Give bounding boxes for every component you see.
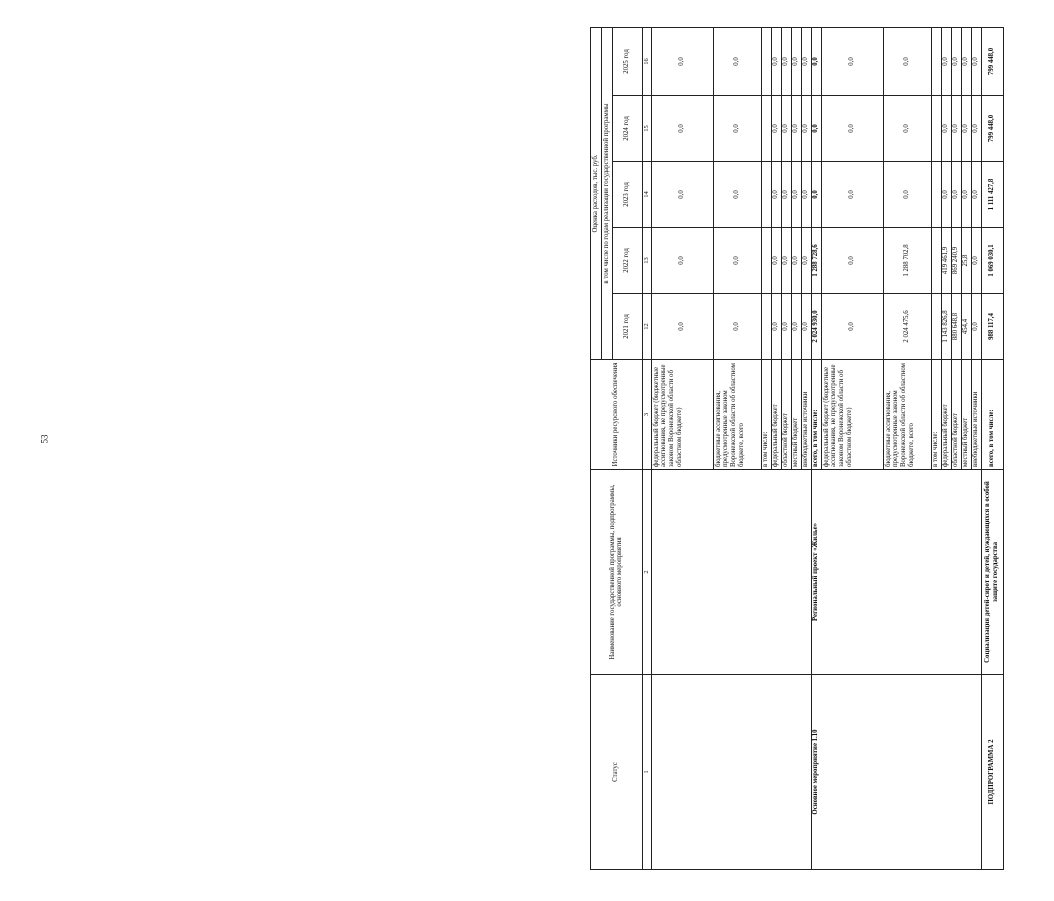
value-cell: 0,0 [961, 27, 971, 95]
value-cell [931, 27, 941, 95]
value-cell: 0,0 [713, 27, 761, 95]
status-cell [651, 675, 811, 870]
value-cell: 988 117,4 [981, 294, 1003, 360]
value-cell: 0,0 [821, 294, 883, 360]
value-cell: 0,0 [941, 96, 951, 162]
value-cell: 0,0 [951, 96, 961, 162]
value-cell: 0,0 [713, 162, 761, 228]
source-cell: всего, в том числе: [981, 360, 1003, 470]
header-year: 2025 год [612, 27, 642, 95]
header-source: Источники ресурсного обеспечения [591, 360, 643, 470]
value-cell: 0,0 [771, 27, 781, 95]
value-cell: 0,0 [883, 27, 931, 95]
value-cell [761, 228, 771, 294]
value-cell: 0,0 [811, 96, 821, 162]
header-status: Статус [591, 675, 643, 870]
col-number: 13 [642, 228, 651, 294]
value-cell: 1 143 826,8 [941, 294, 951, 360]
name-cell [651, 470, 811, 675]
value-cell [931, 294, 941, 360]
value-cell: 0,0 [961, 162, 971, 228]
value-cell: 0,0 [811, 162, 821, 228]
value-cell: 0,0 [791, 294, 801, 360]
value-cell [761, 294, 771, 360]
budget-table [590, 27, 1004, 870]
table-row [811, 27, 821, 869]
column-number-row [642, 27, 651, 869]
value-cell: 0,0 [971, 294, 981, 360]
header-year: 2023 год [612, 162, 642, 228]
value-cell: 0,0 [651, 294, 713, 360]
value-cell: 0,0 [821, 96, 883, 162]
source-cell: местный бюджет [961, 360, 971, 470]
value-cell: 0,0 [781, 228, 791, 294]
source-cell: федеральный бюджет (бюджетные ассигнования, не предусмотренные законом Воронежской области об областном бюджете) [821, 360, 883, 470]
name-cell: Региональный проект «Жилье» [811, 470, 981, 675]
col-number: 2 [642, 470, 651, 675]
value-cell: 0,0 [713, 228, 761, 294]
value-cell: 2 024 475,6 [883, 294, 931, 360]
value-cell: 0,0 [821, 162, 883, 228]
value-cell: 0,0 [883, 162, 931, 228]
value-cell: 0,0 [883, 96, 931, 162]
value-cell: 0,0 [801, 96, 811, 162]
value-cell: 0,0 [791, 27, 801, 95]
page-number: 53 [39, 434, 50, 444]
header-estimate: Оценка расходов, тыс. руб. [591, 27, 602, 359]
value-cell: 0,0 [971, 162, 981, 228]
value-cell: 0,0 [971, 27, 981, 95]
value-cell: 419 461,9 [941, 228, 951, 294]
col-number: 1 [642, 675, 651, 870]
header-by-years: в том числе по годам реализации государственной программы [601, 27, 612, 359]
value-cell: 0,0 [713, 96, 761, 162]
header-name: Наименование государственной программы, подпрограммы, основного мероприятия [591, 470, 643, 675]
value-cell: 0,0 [971, 96, 981, 162]
value-cell: 1 069 030,1 [981, 228, 1003, 294]
source-cell: внебюджетные источники [971, 360, 981, 470]
value-cell: 1 111 427,8 [981, 162, 1003, 228]
source-cell: в том числе: [931, 360, 941, 470]
value-cell: 0,0 [941, 27, 951, 95]
value-cell [931, 96, 941, 162]
value-cell: 0,0 [771, 162, 781, 228]
status-cell: Основное мероприятие 1.10 [811, 675, 981, 870]
value-cell: 0,0 [713, 294, 761, 360]
table-row [981, 27, 1003, 869]
value-cell: 0,0 [791, 96, 801, 162]
value-cell [931, 162, 941, 228]
value-cell: 0,0 [821, 27, 883, 95]
value-cell: 0,0 [801, 27, 811, 95]
value-cell: 1 288 728,6 [811, 228, 821, 294]
value-cell: 0,0 [961, 96, 971, 162]
value-cell: 0,0 [781, 27, 791, 95]
source-cell: внебюджетные источники [801, 360, 811, 470]
col-number: 15 [642, 96, 651, 162]
source-cell: федеральный бюджет (бюджетные ассигнования, не предусмотренные законом Воронежской области об областном бюджете) [651, 360, 713, 470]
status-cell: ПОДПРОГРАММА 2 [981, 675, 1003, 870]
value-cell: 0,0 [771, 294, 781, 360]
value-cell: 0,0 [821, 228, 883, 294]
source-cell: бюджетные ассигнования, предусмотренные законом Воронежской области об областном бюджете, всего [713, 360, 761, 470]
source-cell: бюджетные ассигнования, предусмотренные законом Воронежской области об областном бюджете, всего [883, 360, 931, 470]
value-cell [761, 162, 771, 228]
value-cell: 0,0 [951, 27, 961, 95]
source-cell: областной бюджет [781, 360, 791, 470]
header-year: 2024 год [612, 96, 642, 162]
source-cell: местный бюджет [791, 360, 801, 470]
source-cell: в том числе: [761, 360, 771, 470]
value-cell: 2 024 930,0 [811, 294, 821, 360]
value-cell: 0,0 [801, 162, 811, 228]
value-cell: 0,0 [651, 27, 713, 95]
source-cell: всего, в том числе: [811, 360, 821, 470]
value-cell: 0,0 [651, 228, 713, 294]
value-cell [931, 228, 941, 294]
table-row [651, 27, 713, 869]
col-number: 3 [642, 360, 651, 470]
value-cell: 880 648,8 [951, 294, 961, 360]
value-cell: 0,0 [801, 228, 811, 294]
value-cell: 0,0 [771, 228, 781, 294]
value-cell: 454,4 [961, 294, 971, 360]
value-cell: 869 240,9 [951, 228, 961, 294]
source-cell: областной бюджет [951, 360, 961, 470]
value-cell: 0,0 [811, 27, 821, 95]
name-cell: Социализация детей-сирот и детей, нуждающихся в особой защите государства [981, 470, 1003, 675]
value-cell [761, 96, 771, 162]
value-cell: 0,0 [651, 162, 713, 228]
value-cell: 0,0 [651, 96, 713, 162]
value-cell: 0,0 [791, 228, 801, 294]
value-cell: 0,0 [801, 294, 811, 360]
col-number: 14 [642, 162, 651, 228]
rotated-page [590, 28, 1054, 870]
value-cell: 25,8 [961, 228, 971, 294]
value-cell: 0,0 [781, 96, 791, 162]
value-cell: 1 288 702,8 [883, 228, 931, 294]
value-cell: 0,0 [781, 162, 791, 228]
value-cell: 0,0 [971, 228, 981, 294]
header-year: 2022 год [612, 228, 642, 294]
col-number: 16 [642, 27, 651, 95]
value-cell [761, 27, 771, 95]
source-cell: федеральный бюджет [941, 360, 951, 470]
value-cell: 0,0 [781, 294, 791, 360]
source-cell: федеральный бюджет [771, 360, 781, 470]
value-cell: 0,0 [791, 162, 801, 228]
value-cell: 0,0 [951, 162, 961, 228]
value-cell: 0,0 [771, 96, 781, 162]
header-row-1 [591, 27, 602, 869]
value-cell: 799 448,0 [981, 96, 1003, 162]
value-cell: 0,0 [941, 162, 951, 228]
value-cell: 799 448,0 [981, 27, 1003, 95]
col-number: 12 [642, 294, 651, 360]
header-year: 2021 год [612, 294, 642, 360]
